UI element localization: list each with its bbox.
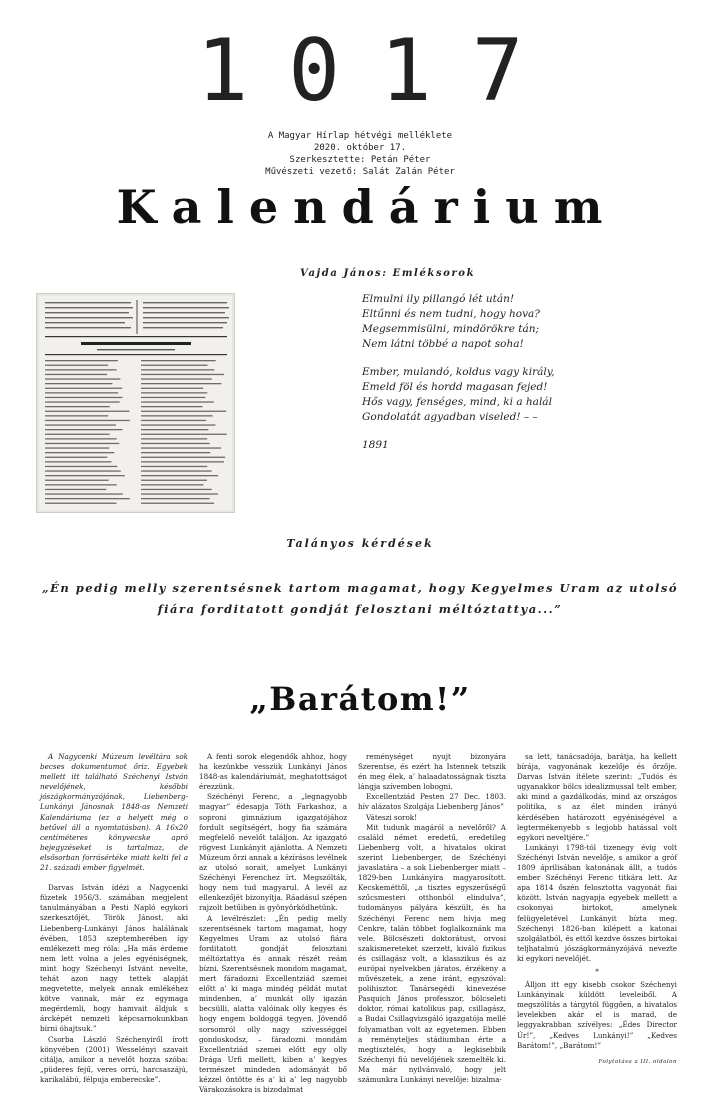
scan-text-line [141, 392, 207, 393]
article-paragraph: A fenti sorok elegendők ahhoz, hogy ha kezünkbe vesszük Lunkányi János 1848-as kalendáriumát, meghatottságot érezzünk. [199, 752, 347, 792]
scan-text-line [141, 498, 210, 499]
scan-text-line [45, 369, 117, 370]
scan-text-line [141, 434, 227, 435]
article-column-1 [40, 752, 188, 1085]
credits-editor: Szerkesztette: Petán Péter [0, 154, 720, 166]
article-lead: A Nagycenki Múzeum levéltára sok becses dokumentumot őriz. Egyebek mellett itt található Széchenyi István nevelőjének, későbbi jószágkormányzójának, Liebenberg-Lunkányi Jánosnak 1848-as Nemzeti Kalendáriuma (ez a helyett még o betűvel áll a nyomtatásban). A 16x20 centiméteres könyvecske apró bejegyzéseket is tartalmaz, de elsősorban forrásértéke miatt kelti fel a 21. századi ember figyelmét. [40, 752, 188, 873]
scan-text-line [45, 392, 118, 393]
scan-text-line [141, 369, 214, 370]
scan-text-line [45, 443, 119, 444]
article-paragraph: Váteszi sorok! [358, 813, 506, 823]
calendar-page-illustration [37, 294, 234, 512]
scan-text-line [141, 457, 225, 458]
scan-text-line [45, 480, 109, 481]
scan-text-line [45, 447, 109, 448]
scan-text-line [45, 406, 110, 407]
scan-text-line [141, 411, 226, 412]
scan-text-line [141, 406, 203, 407]
page-title: Kalendárium [0, 184, 720, 230]
scan-text-line [45, 466, 117, 467]
scan-text-line [45, 493, 123, 494]
credits-art-director: Művészeti vezető: Salát Zalán Péter [0, 166, 720, 178]
scan-text-line [141, 480, 207, 481]
article-paragraph: Darvas István ídézi a Nagycenki füzetek 1956/3. számában megjelent tanulmányában a Pesti Napló egykori szerkesztőjét, Török Jánost, aki Liebenberg-Lunkányi János halálának évében, 1853 szeptemberében így emlékezett meg róla: „Ha más érdeme nem lett volna a jeles egyéniségnek, mint hogy Széchenyi Istvánt nevelte, tehát azon nagy tettek alapját megvetette, melyek annak emlékéhez kötve vannak, már ez egymaga megérdemli, hogy hamvait áldjuk s árcképét nemzeti képcsarnokunkban bírni óhajtsuk.” [40, 883, 188, 1034]
scan-text-line [45, 498, 130, 499]
article-paragraph: Széchényi Ferenc, a „legnagyobb magyar” édesapja Tóth Farkashoz, a soproni gimnázium igazgatójához fordult segítségért, hogy fia számára megfelelő nevelőt találjon. Az igazgató rögvest Lunkányit ajánlotta. A Nemzeti Múzeum őrzi annak a kézírásos levélnek az utolsó sorait, amelyet Lunkányi Széchényi Ferenchez írt. Megszólták, hogy nem tud magyarul. A levél az ellenkezőjét bizonyítja. Ráadásul szépen rajzolt betűiben is gyönyörködhetünk. [199, 792, 347, 913]
scan-text-line [141, 424, 215, 425]
article-paragraph: Álljon itt egy kisebb csokor Széchenyi Lunkányinak küldött leveleiből. A megszólítás a tárgytól függően, a hivatalos levelekben akár el is marad, de leggyakrabban szívélyes: „Édes Director Úr!”, „Kedves Lunkányi!” „Kedves Barátom!”, „Barátom!” [517, 980, 677, 1051]
article-title: „Barátom!” [0, 680, 720, 718]
issue-number: 1017 [0, 28, 720, 114]
scan-text-line [141, 493, 218, 494]
scan-text-line [45, 475, 125, 476]
poem-stanza-2 [362, 365, 692, 425]
scan-text-line [141, 470, 212, 471]
poem-heading: Vajda János: Emléksorok [300, 268, 475, 279]
scan-text-line [45, 429, 123, 430]
scan-text-line [141, 388, 203, 389]
scan-text-line [45, 484, 117, 485]
scan-text-line [45, 424, 116, 425]
scan-text-line [141, 429, 208, 430]
scan-text-line [141, 401, 214, 402]
scan-text-line [141, 484, 204, 485]
scan-text-line [141, 443, 210, 444]
scan-text-line [141, 420, 206, 421]
scan-text-line [141, 503, 214, 504]
article-paragraph: A levélrészlet: „Én pedig melly szerentsésnek tartom magamat, hogy Kegyelmes Uram az utolsó fiára forditatott gondját felosztani méltóztattya és annak részét reám bízni. Szerentsésnek mondom magamat, mert fáradozni Excellentziád szemei előtt a’ ki maga mindég példát mutat mindenben, a’ munkát olly igazán becsülli, alatta valóinak olly kegyes és hogy engem boldoggá tegyen. Jövendő sorsomról olly nagy szívességgel gondoskodsz, – fáradozni mondám Excellentziád szemei előtt egy olly Drága Urfi mellett, kiben a’ kegyes természet mindeden adományát bő kézzel öntötte és a’ ki a’ leg nagyobb Várakozásokra is bizodalmat [199, 914, 347, 1095]
scan-text-line [45, 378, 120, 379]
scan-text-line [141, 475, 218, 476]
scan-text-line [141, 452, 210, 453]
supplement-credits [0, 130, 720, 178]
riddle-quote: „Én pedig melly szerentsésnek tartom magamat, hogy Kegyelmes Uram az utolsó fiára forditatott gondját felosztani méltóztattya...” [40, 578, 680, 620]
poem-line: Megsemmisülni, mindörökre tán; [362, 322, 692, 337]
scan-text-line [141, 415, 213, 416]
scan-text-line [45, 388, 122, 389]
poem-line: Emeld föl és hordd magasan fejed! [362, 380, 692, 395]
riddle-heading: Talányos kérdések [0, 537, 720, 550]
scan-text-line [45, 397, 123, 398]
scan-text-line [45, 365, 108, 366]
poem-line: Gondolatát agyadban viseled! – – [362, 410, 692, 425]
poem-line: Nem látni többé a napot soha! [362, 337, 692, 352]
scan-text-line [45, 489, 106, 490]
article-paragraph: reménységet nyujt bizonyára Szerentse, és ezért ha Istennek tetszik én meg élek, a’ halaadatosságnak tiszta lángja szívemben lobogni. [358, 752, 506, 792]
scan-text-line [45, 461, 111, 462]
scan-text-line [141, 360, 216, 361]
scan-text-line [45, 438, 117, 439]
scan-text-line [141, 383, 221, 384]
scan-text-line [45, 434, 110, 435]
credits-publication: A Magyar Hírlap hétvégi melléklete [0, 130, 720, 142]
poem-stanza-1 [362, 292, 692, 352]
scan-text-line [45, 411, 129, 412]
poem-line: Ember, mulandó, koldus vagy király, [362, 365, 692, 380]
poem-year: 1891 [362, 438, 692, 453]
article-paragraph: sa lett, tanácsadója, barátja, ha kellett bírája, vagyonának kezelője és őrzője. Darvas István ítélete szerint: „Tudós és ugyanakkor bölcs idealizmussal telt ember, aki mind a gazdálkodás, mind az országos politika, s az élet minden irányú kérdésében határozott egyéniségével a legtermékenyebb s legjobb hatással volt egykori neveltjére.” [517, 752, 677, 843]
article-paragraph: Excellentziád Pesten 27 Dec. 1803. hív alázatos Szolgája Liebenberg János” [358, 792, 506, 812]
article-paragraph: Csorba László Széchenyiről írott könyvében (2001) Wesselényi szavait citálja, amikor a nevelőt hozza szóba: „püderes fejű, veres orrú, harcsaszájú, karikalábú, félpuja emberecske”. [40, 1035, 188, 1085]
poem-line: Hős vagy, fenséges, mind, ki a halál [362, 395, 692, 410]
scan-text-line [45, 420, 130, 421]
scan-text-line [45, 470, 121, 471]
scan-text-line [141, 365, 208, 366]
article-paragraph: Mit tudunk magáról a nevelőről? A csaláld német eredetű, eredetileg Liebenberg volt, a hivatalos okirat szerint Liebenberger, de Széchényi javaslatára – a sok Liebenberger miatt – 1829-ben Lunkányira magyarosított. Kecskeméttől, „a tisztes egyszerűségű szűcsmesteri otthonból elindulva”, tudományos pályára készült, és ha Széchényi Ferenc nem hívja meg Cenkre, talán többet foglalkoznánk ma vele. Bölcsészeti doktorátust, orvosi szakismereteket szerzett, kiváló fizikus és csillagász volt, a klasszikus és az európai nyelvekben járatos, érzékeny a művészetek, a zene iránt, egyszóval: polihisztor. Tanársegédi kinevezése Pasquich János professzor, bölcseleti doktor, római katolikus pap, csillagász, a Budai Csillagvizsgáló igazgatója mellé folyamatban volt az egyetemen. Ebben a reményteljes stádiumban érte a megtisztelés, hogy a legkisebbik Széchenyi fiú nevelőjének szemelték ki. Ma már nyilvánvaló, hogy jelt számunkra Lunkányi nevelője: bizalma- [358, 823, 506, 1085]
scan-text-line [45, 374, 107, 375]
scan-text-line [141, 378, 212, 379]
credits-date: 2020. október 17. [0, 142, 720, 154]
article-column-3 [358, 752, 506, 1085]
scan-text-line [141, 447, 221, 448]
article-column-4 [517, 752, 677, 1067]
scan-text-line [45, 457, 107, 458]
calendar-page-photo [36, 293, 235, 513]
scan-text-line [141, 438, 207, 439]
scan-text-line [141, 461, 224, 462]
article-paragraph: Lunkányi 1798-tól tizenegy évig volt Széchényi István nevelője, s amikor a gróf 1809 áprilisában katonának állt, a tudós ember Széchényi Ferenc titkára lett. Az apa 1814 őszén felosztotta vagyonát fiai között. István nagyapja egyebek mellett a csokonyai birtokot, amelynek felügyeletével Lunkányit bízta meg. Széchenyi 1826-ban kilépett a katonai szolgálatból, és ettől kezdve összes birtokai teljhatalmú jószágkormányzójává nevezte ki egykori nevelőjét. [517, 843, 677, 964]
scan-text-line [141, 397, 205, 398]
scan-text-line [45, 383, 113, 384]
scan-text-line [141, 489, 212, 490]
scan-text-line [45, 503, 117, 504]
scan-text-line [141, 466, 207, 467]
scan-text-line [45, 415, 108, 416]
scan-text-line [45, 360, 118, 361]
scan-text-line [45, 401, 120, 402]
poem-line: Elmulni ily pillangó lét után! [362, 292, 692, 307]
section-divider: * [517, 967, 677, 977]
poem-line: Eltűnni és nem tudni, hogy hova? [362, 307, 692, 322]
continuation-note: Folytatása a III. oldalon [517, 1057, 677, 1067]
scan-text-line [45, 452, 114, 453]
poem [362, 292, 692, 453]
scan-text-line [141, 374, 224, 375]
article-column-2 [199, 752, 347, 1095]
